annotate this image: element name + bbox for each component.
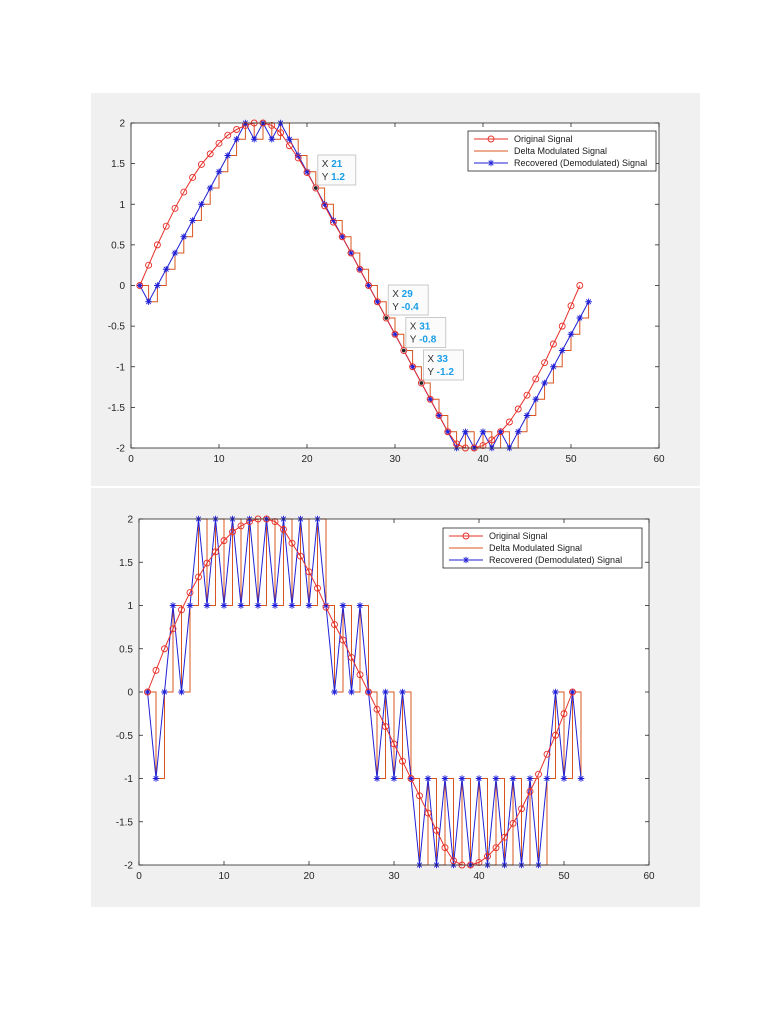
recovered-point	[357, 602, 364, 609]
datatip-y-label: Y	[321, 172, 332, 183]
y-tick-label: 0.5	[111, 240, 125, 252]
datatip-x-value: 31	[419, 321, 431, 333]
y-tick-label: -1	[116, 362, 125, 374]
recovered-point	[204, 602, 211, 609]
recovered-point	[399, 689, 406, 696]
legend	[468, 131, 656, 171]
legend-label-original: Original Signal	[489, 531, 548, 541]
recovered-point	[515, 428, 522, 435]
y-tick-label: -0.5	[115, 730, 133, 742]
recovered-point	[425, 775, 432, 782]
y-tick-label: -2	[116, 443, 125, 455]
datatip-y	[410, 335, 437, 346]
datatip-y	[427, 367, 454, 378]
datatip-x-label: X	[321, 159, 332, 170]
datatip-x-value: 29	[401, 289, 413, 300]
x-tick-label: 20	[303, 871, 315, 882]
legend-marker-star	[488, 160, 495, 167]
recovered-point	[348, 689, 355, 696]
recovered-point	[510, 775, 517, 782]
legend-label-original: Original Signal	[514, 134, 573, 144]
datatip-x-label: X	[427, 354, 437, 365]
recovered-point	[153, 775, 160, 782]
recovered-point	[221, 602, 228, 609]
recovered-point	[577, 315, 584, 322]
datatip-y-label: Y	[427, 367, 437, 378]
legend-label-delta: Delta Modulated Signal	[489, 543, 583, 553]
x-tick-label: 40	[473, 871, 485, 882]
recovered-point	[187, 602, 194, 609]
x-tick-label: 60	[643, 871, 655, 882]
datatip-marker	[402, 348, 406, 352]
y-tick-label: -0.5	[107, 321, 125, 333]
recovered-point	[374, 775, 381, 782]
recovered-point	[154, 282, 161, 289]
recovered-point	[561, 775, 568, 782]
bottom-figure-panel	[91, 488, 700, 907]
recovered-point	[544, 775, 551, 782]
y-tick-label: 1.5	[119, 557, 133, 569]
datatip-y-value: -0.4	[401, 302, 419, 313]
recovered-point	[172, 250, 179, 257]
recovered-point	[493, 775, 500, 782]
recovered-point	[225, 152, 232, 159]
recovered-point	[480, 428, 487, 435]
y-tick-label: 0.5	[119, 644, 133, 656]
y-tick-label: 2	[119, 118, 125, 130]
recovered-point	[459, 775, 466, 782]
x-tick-label: 30	[388, 871, 400, 882]
recovered-point	[578, 775, 585, 782]
datatip-y-value: 1.2	[331, 172, 345, 183]
x-tick-label: 40	[477, 454, 489, 465]
recovered-point	[382, 689, 389, 696]
datatip	[419, 350, 463, 385]
y-tick-label: 1	[127, 601, 133, 612]
recovered-point	[163, 266, 170, 273]
recovered-point	[568, 331, 575, 338]
recovered-point	[145, 298, 152, 305]
datatip-x	[410, 322, 431, 333]
datatip-y-value: -1.2	[436, 367, 454, 378]
datatip-y-label: Y	[409, 334, 420, 346]
recovered-point	[181, 233, 188, 240]
recovered-point	[289, 602, 296, 609]
recovered-point	[207, 185, 214, 192]
legend-label-delta: Delta Modulated Signal	[514, 146, 608, 156]
recovered-point	[391, 775, 398, 782]
recovered-point	[238, 602, 245, 609]
top-figure-panel	[91, 93, 700, 486]
legend-label-recovered: Recovered (Demodulated) Signal	[489, 555, 623, 565]
y-tick-label: 0	[127, 687, 133, 699]
datatip-marker	[314, 186, 318, 190]
x-tick-label: 30	[389, 454, 401, 465]
x-tick-label: 0	[128, 454, 134, 465]
datatip	[402, 318, 446, 353]
recovered-point	[527, 775, 534, 782]
y-tick-label: -1.5	[115, 817, 133, 829]
datatip	[314, 155, 356, 190]
y-tick-label: 1	[119, 199, 125, 211]
recovered-point	[178, 689, 185, 696]
datatip-x-value: 33	[436, 354, 448, 365]
recovered-point	[306, 602, 313, 609]
datatip-x	[427, 354, 448, 365]
recovered-point	[331, 689, 338, 696]
datatip-marker	[384, 316, 388, 320]
y-tick-label: 0	[119, 281, 125, 292]
y-tick-label: 2	[127, 514, 133, 526]
x-tick-label: 50	[565, 454, 577, 465]
legend-marker-star	[463, 557, 470, 564]
top-chart	[91, 93, 700, 486]
x-tick-label: 0	[136, 871, 142, 882]
y-tick-label: 1.5	[111, 159, 125, 171]
datatip	[384, 285, 428, 320]
recovered-point	[216, 168, 223, 175]
recovered-point	[161, 689, 168, 696]
legend-label-recovered: Recovered (Demodulated) Signal	[514, 158, 648, 168]
recovered-point	[272, 602, 279, 609]
datatip-x-value: 21	[331, 159, 343, 170]
recovered-point	[524, 412, 531, 419]
recovered-point	[476, 775, 483, 782]
datatip-y-value: -0.8	[419, 334, 437, 346]
bottom-chart	[91, 488, 700, 907]
legend	[443, 528, 642, 568]
x-tick-label: 50	[558, 871, 570, 882]
recovered-point	[170, 602, 177, 609]
x-tick-label: 10	[218, 871, 230, 882]
recovered-point	[198, 201, 205, 208]
datatip-y-label: Y	[392, 302, 402, 313]
datatip-x	[392, 289, 413, 300]
datatip-x-label: X	[392, 289, 402, 300]
recovered-point	[559, 347, 566, 354]
y-tick-label: -1	[124, 774, 133, 785]
recovered-point	[442, 775, 449, 782]
recovered-point	[189, 217, 196, 224]
datatip-marker	[419, 381, 423, 385]
datatip-y	[392, 302, 419, 313]
datatip-x-label: X	[409, 321, 420, 333]
x-tick-label: 60	[653, 454, 665, 465]
recovered-point	[255, 602, 262, 609]
recovered-point	[340, 602, 347, 609]
x-tick-label: 10	[213, 454, 225, 465]
recovered-point	[233, 136, 240, 143]
recovered-point	[533, 396, 540, 403]
datatip-x	[322, 159, 343, 170]
datatip-y	[322, 172, 346, 183]
x-tick-label: 20	[301, 454, 313, 465]
y-tick-label: -2	[124, 860, 133, 872]
recovered-point	[552, 689, 559, 696]
y-tick-label: -1.5	[107, 402, 125, 414]
